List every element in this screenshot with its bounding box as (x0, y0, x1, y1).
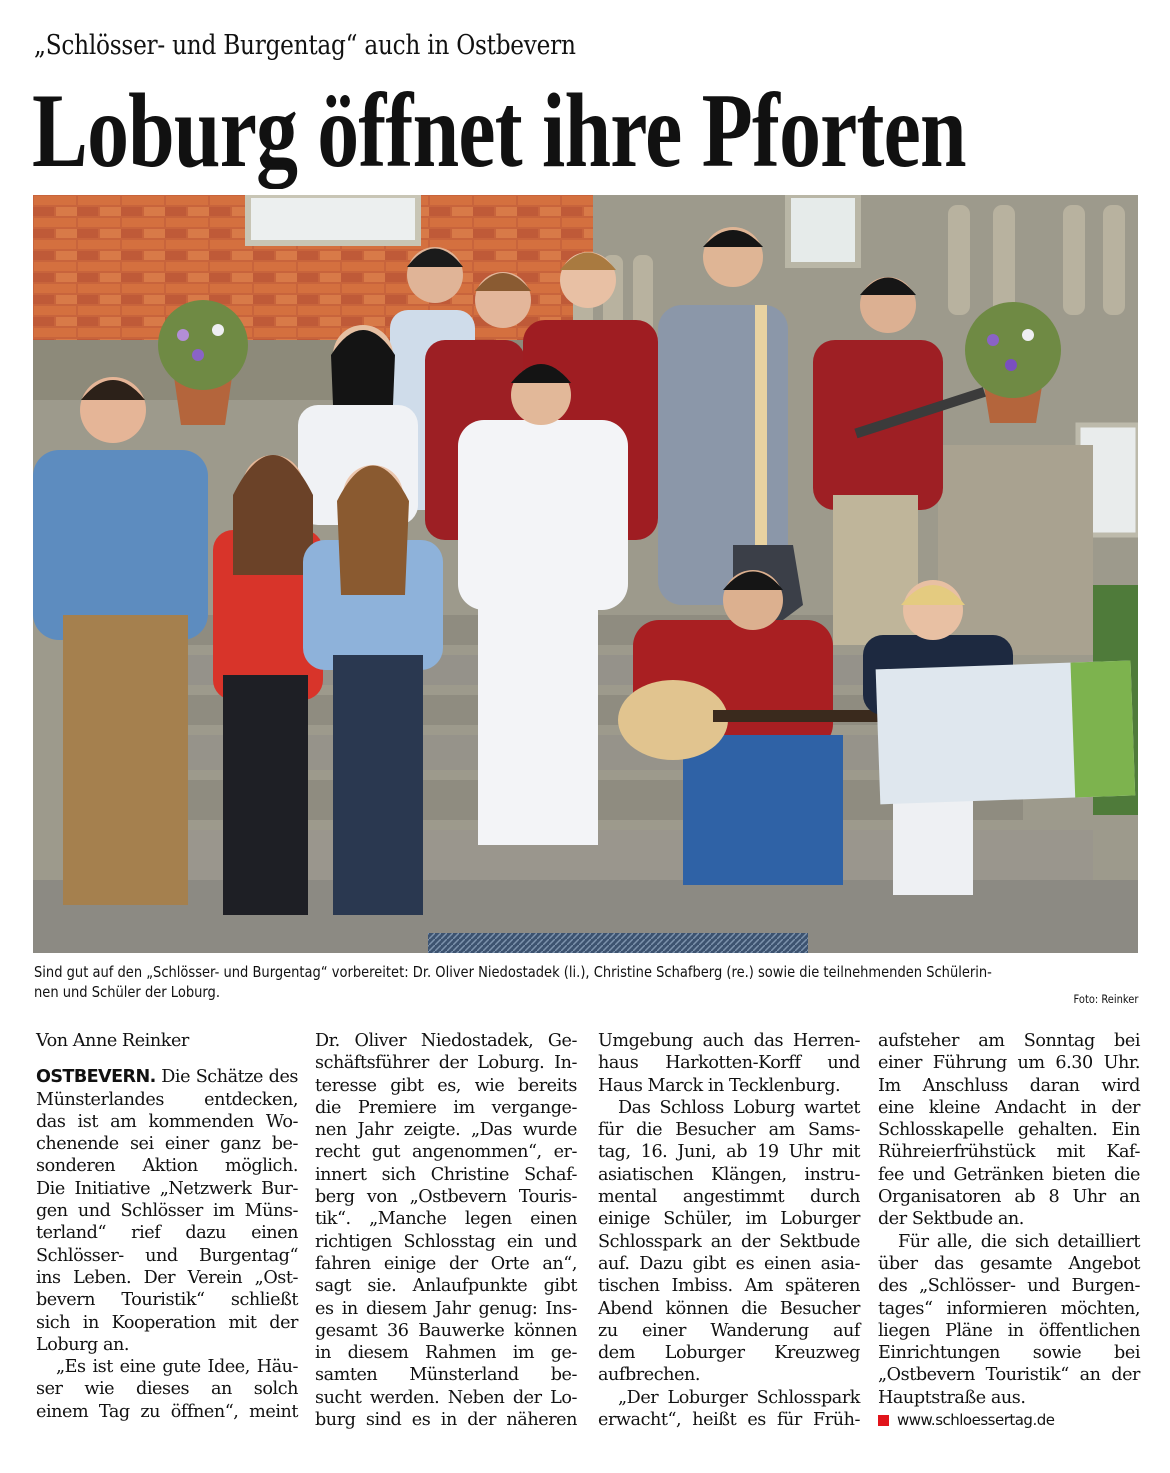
text-line: Schlosspark an der Sektbude (598, 1231, 860, 1252)
text-line: gesamt 36 Bauwerke können (315, 1320, 577, 1341)
text-line: asiatischen Klängen, instru- (598, 1164, 860, 1185)
text-line: Haus Marck in Tecklenburg. (598, 1075, 841, 1096)
dateline: OSTBEVERN. (36, 1067, 156, 1088)
text-line: „Es ist eine gute Idee, Häu- (56, 1357, 298, 1378)
text-line: Im Anschluss daran wird (878, 1075, 1140, 1096)
article-column-4 (878, 1030, 1140, 1431)
column-body (598, 1030, 860, 1431)
text-line: ser wie dieses an solch (36, 1379, 298, 1400)
text-line: gen und Schlösser im Müns- (36, 1201, 298, 1222)
text-line: tag, 16. Juni, ab 19 Uhr mit (598, 1142, 860, 1163)
text-line: „Der Loburger Schlosspark (618, 1387, 860, 1408)
text-line: einem Tag zu öffnen“, meint (36, 1401, 298, 1422)
text-line: aufsteher am Sonntag bei (878, 1031, 1140, 1051)
text-line: schäftsführer der Loburg. In- (315, 1053, 577, 1074)
text-line: Für alle, die sich detailliert (898, 1231, 1140, 1252)
text-line: innert sich Christine Schaf- (315, 1164, 577, 1185)
text-line: das ist am kommenden Wo- (36, 1111, 298, 1132)
text-line: aufbrechen. (598, 1365, 700, 1386)
text-line: Loburg an. (36, 1334, 130, 1355)
article-column-1 (36, 1030, 298, 1423)
text-line: des „Schlösser- und Burgen- (878, 1276, 1140, 1297)
text-line: einer Führung um 6.30 Uhr. (878, 1053, 1140, 1074)
text-line: ins Leben. Der Verein „Ost- (36, 1267, 298, 1288)
text-line: liegen Pläne in öffentlichen (878, 1320, 1140, 1341)
text-line: über das gesamte Angebot (878, 1253, 1140, 1274)
text-line: OSTBEVERN. Die Schätze des (36, 1067, 298, 1088)
text-line: sucht werden. Neben der Lo- (315, 1387, 577, 1408)
text-line: erwacht“, heißt es für Früh- (598, 1410, 860, 1431)
text-line: nen Jahr zeigte. „Das wurde (315, 1120, 577, 1141)
text-line: burg sind es in der näheren (315, 1410, 577, 1431)
text-line: sagt sie. Anlaufpunkte gibt (315, 1276, 577, 1297)
article-column-3 (598, 1030, 860, 1431)
photo-caption-line: nen und Schüler der Loburg. (34, 983, 221, 1001)
text-line: in diesem Rahmen im ge- (315, 1343, 577, 1364)
text-line: Abend können die Besucher (598, 1298, 860, 1319)
text-line: sonderen Aktion möglich. (36, 1156, 298, 1177)
text-line: mental angestimmt durch (598, 1187, 860, 1208)
text-line: Die Initiative „Netzwerk Bur- (36, 1178, 298, 1199)
text-line: eine kleine Andacht in der (878, 1097, 1140, 1118)
text-line: chenende sei einer ganz be- (36, 1134, 298, 1155)
text-line: tischen Imbiss. Am späteren (598, 1276, 860, 1297)
text-line: bevern Touristik“ schließt (36, 1290, 298, 1311)
text-line: Hauptstraße aus. (878, 1387, 1026, 1408)
website-link-text: www.schloessertag.de (897, 1410, 1055, 1429)
text-line: fahren einige der Orte an“, (315, 1253, 577, 1274)
text-line: fee und Getränken bieten die (878, 1164, 1140, 1185)
text-line: tik“. „Manche legen einen (315, 1209, 577, 1230)
stone-pillar (938, 445, 1093, 655)
text-line: dem Loburger Kreuzweg (598, 1343, 860, 1364)
text-line: samten Münsterland be- (315, 1365, 577, 1386)
text-line: Organisatoren ab 8 Uhr an (878, 1187, 1140, 1208)
text-line: Schlösser- und Burgentag“ (36, 1245, 298, 1266)
text-line: zu einer Wanderung auf (598, 1320, 860, 1341)
text-line: für die Besucher am Sams- (598, 1120, 860, 1141)
text-line: berg von „Ostbevern Touris- (315, 1187, 577, 1208)
group-photo-illustration (33, 195, 1138, 953)
text-line: einige Schüler, im Loburger (598, 1209, 860, 1230)
window-right (788, 195, 858, 265)
text-line: „Ostbevern Touristik“ an der (878, 1365, 1140, 1386)
article-headline: Loburg öffnet ihre Pforten (32, 72, 966, 189)
photo-credit: Foto: Reinker (1073, 992, 1138, 1006)
text-line: Dr. Oliver Niedostadek, Ge- (315, 1031, 577, 1051)
text-line: Das Schloss Loburg wartet (618, 1097, 860, 1118)
drain-grate (428, 933, 808, 953)
text-line: Münsterlandes entdecken, (36, 1089, 298, 1110)
column-body (878, 1030, 1140, 1409)
article-column-2 (315, 1030, 577, 1431)
text-line: auf. Dazu gibt es einen asia- (598, 1253, 860, 1274)
text-line: haus Harkotten-Korff und (598, 1053, 860, 1074)
text-line: die Premiere im vergange- (315, 1097, 577, 1118)
text-line: sich in Kooperation mit der (36, 1312, 298, 1333)
article-kicker: „Schlösser- und Burgentag“ auch in Ostbevern (34, 30, 576, 61)
article-photo (33, 195, 1138, 953)
acoustic-guitar (618, 680, 728, 760)
text-line: recht gut angenommen“, er- (315, 1142, 577, 1163)
window-left (248, 195, 418, 243)
text-line: der Sektbude an. (878, 1209, 1024, 1230)
column-body (315, 1030, 577, 1431)
text-line: Rühreierfrühstück mit Kaf- (878, 1142, 1140, 1163)
website-link[interactable] (878, 1409, 1140, 1431)
text-line: Umgebung auch das Herren- (598, 1031, 860, 1051)
photo-caption (34, 962, 1138, 1002)
text-line: Einrichtungen sowie bei (878, 1343, 1140, 1364)
bass-guitar-neck (755, 305, 767, 555)
photo-caption-line: Sind gut auf den „Schlösser- und Burgentag“ vorbereitet: Dr. Oliver Niedostadek (li.), Christine Schafberg (re.) sowie die teilnehmenden Schülerin- (34, 963, 992, 981)
text-line: richtigen Schlosstag ein und (315, 1231, 577, 1252)
red-square-icon (878, 1415, 889, 1426)
text-line: es in diesem Jahr genug: Ins- (315, 1298, 577, 1319)
text-line: tages“ informieren möchten, (878, 1298, 1140, 1319)
text-line: Schlosskapelle gehalten. Ein (878, 1120, 1140, 1141)
text-line: terland“ rief dazu einen (36, 1223, 298, 1244)
byline: Von Anne Reinker (36, 1031, 189, 1051)
column-body (36, 1066, 298, 1423)
text-line: teresse gibt es, wie bereits (315, 1075, 577, 1096)
